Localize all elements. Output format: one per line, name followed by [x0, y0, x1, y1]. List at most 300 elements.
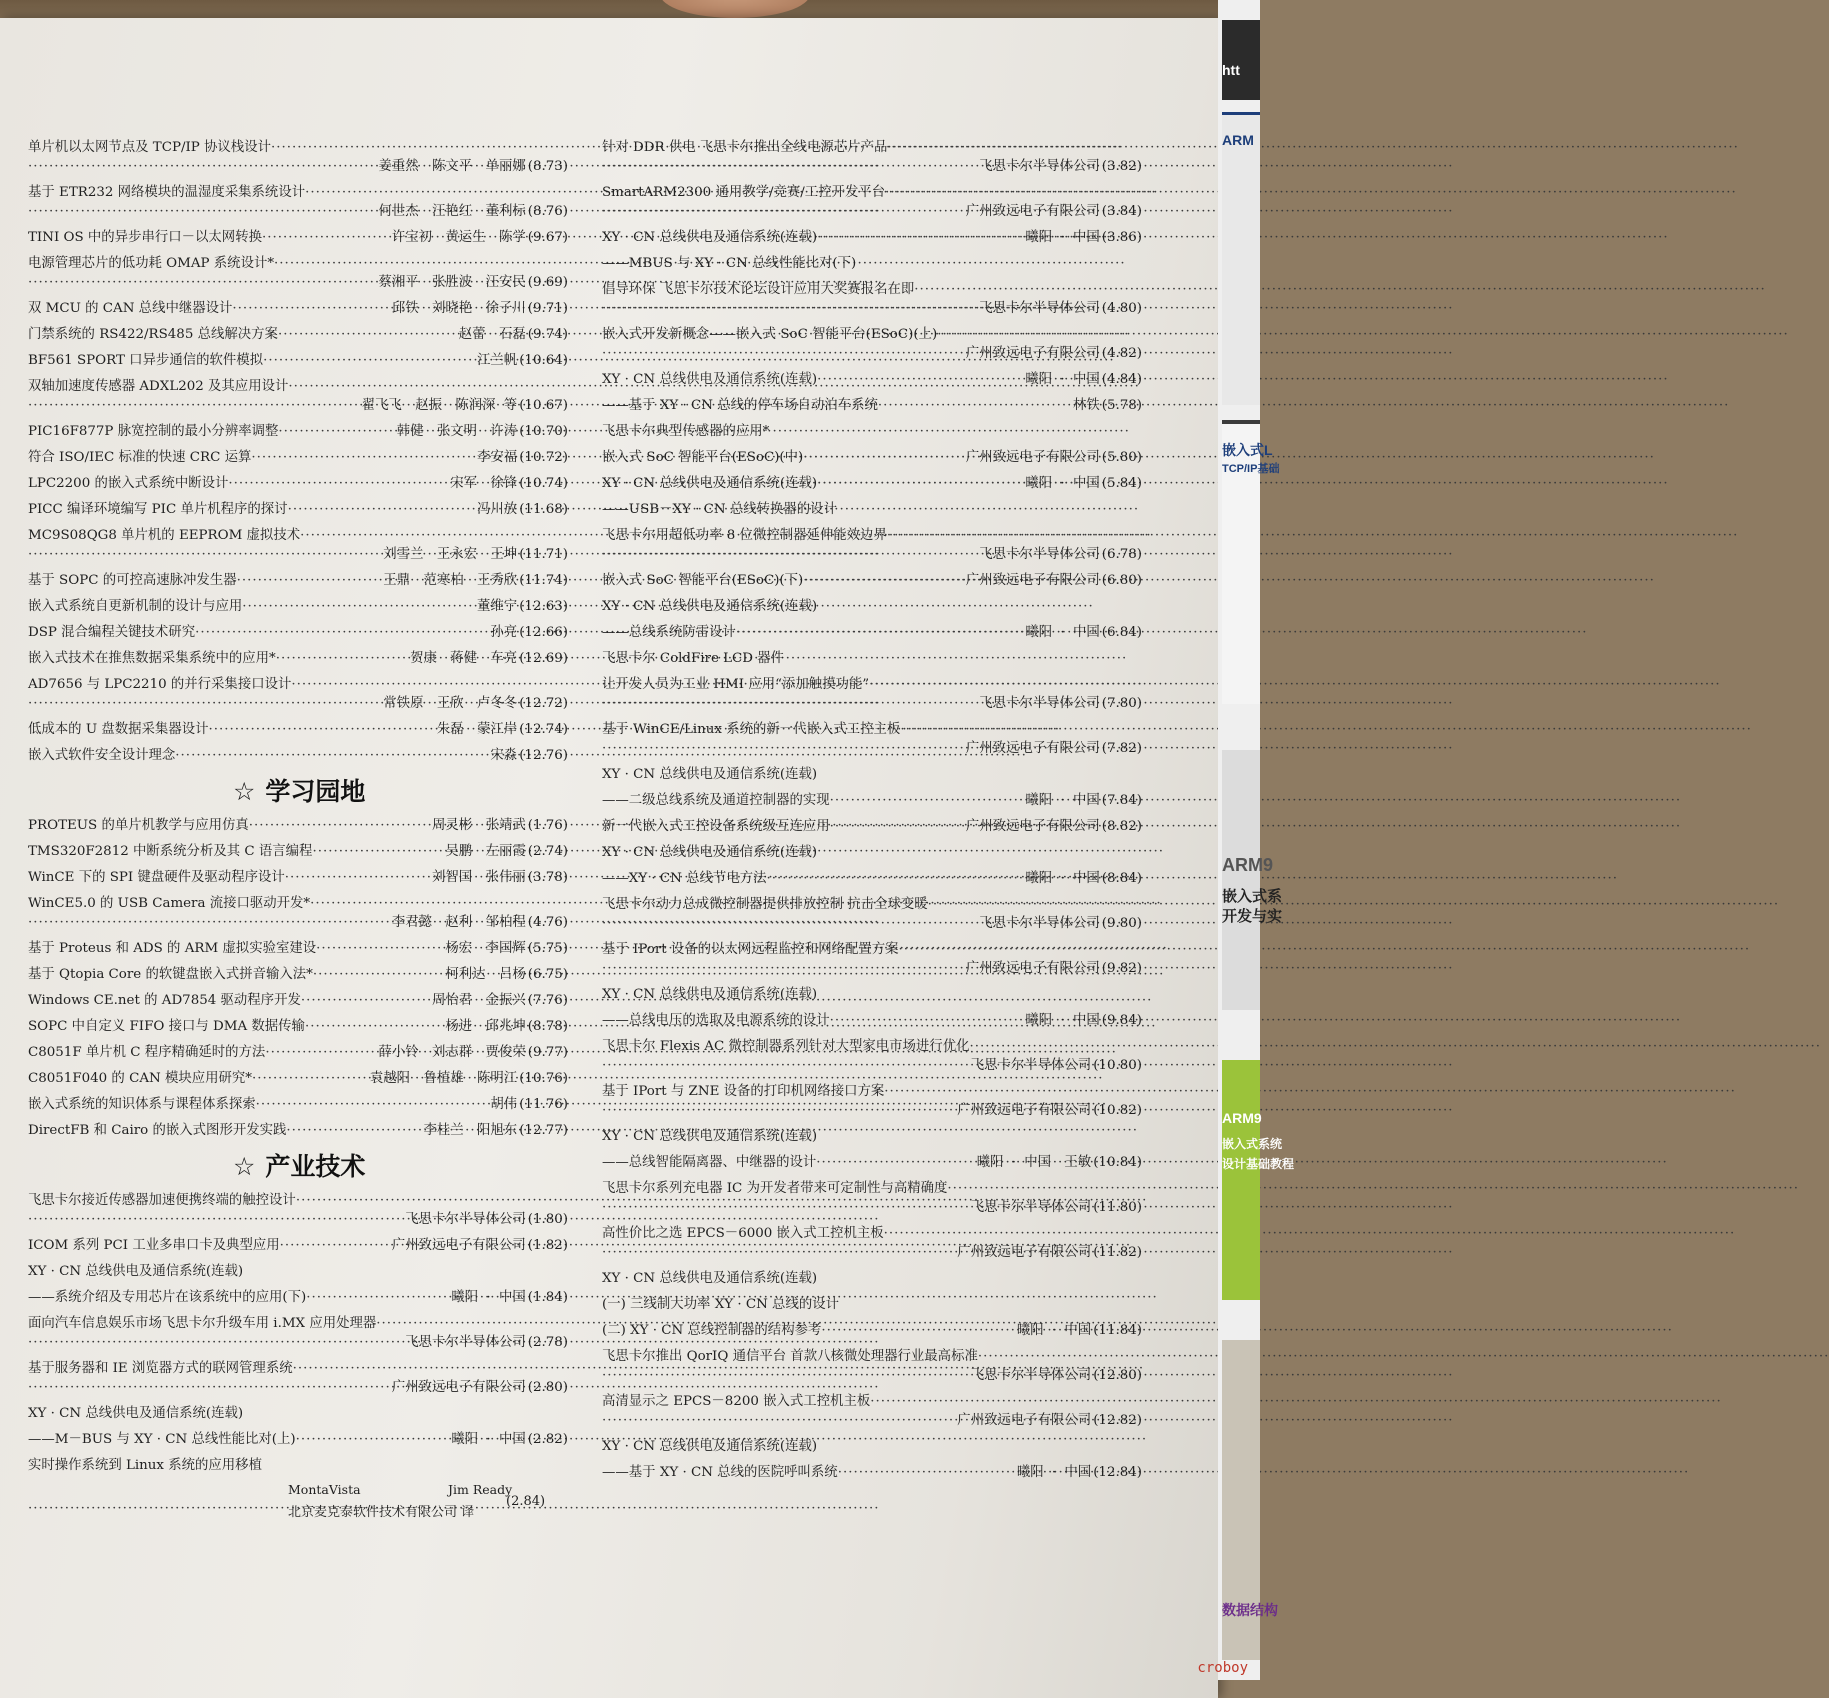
entry-author: 飞思卡尔半导体公司	[970, 1200, 1092, 1215]
entry-issue-page: (12.69)	[519, 651, 568, 666]
entry-issue-page: (12.66)	[519, 625, 568, 640]
entry-issue-page: (3.78)	[527, 870, 568, 885]
entry-title: 飞思卡尔系列充电器 IC 为开发者带来可定制性与高精确度	[602, 1181, 948, 1196]
entry-author: 刘智国 张伟丽	[432, 870, 526, 885]
entry-title: 飞思卡尔接近传感器加速便携终端的触控设计	[28, 1193, 296, 1208]
entry-author: Jim Ready	[448, 1482, 513, 1497]
dot-leader	[232, 299, 391, 318]
entry-issue-page: (3.82)	[1101, 159, 1142, 174]
entry-line	[28, 299, 568, 318]
dot-leader	[286, 1121, 423, 1140]
entry-author: 曦阳 · 中国	[1025, 793, 1100, 808]
entry-line	[28, 694, 568, 713]
entry-author: 曦阳 · 中国	[1025, 476, 1100, 491]
entry-author: 何世杰 汪艳红 董利标	[378, 204, 526, 219]
entry-issue-page: (1.84)	[527, 1290, 568, 1305]
toc-entry	[602, 1011, 1142, 1030]
entry-issue-page: (10.80)	[1093, 1058, 1142, 1073]
entry-title: LPC2200 的嵌入式系统中断设计	[28, 476, 229, 491]
entry-author: 飞思卡尔半导体公司	[970, 1058, 1092, 1073]
dot-leader	[288, 377, 568, 396]
toc-entry	[28, 254, 568, 292]
entry-issue-page: (1.76)	[527, 818, 568, 833]
toc-entry	[602, 720, 1142, 758]
toc-entry	[602, 1127, 1142, 1146]
entry-line	[602, 791, 1142, 810]
entry-line	[28, 422, 568, 441]
entry-line	[602, 843, 1142, 862]
toc-entry	[28, 1456, 568, 1475]
entry-issue-page: (5.84)	[1101, 476, 1142, 491]
book-cover-arm9	[1222, 750, 1260, 1010]
entry-line	[28, 1314, 568, 1333]
entry-line	[28, 1069, 568, 1088]
entry-issue-page: (5.80)	[1101, 450, 1142, 465]
entry-author: 孙亮	[490, 625, 518, 640]
toc-entry	[28, 571, 568, 590]
dot-leader	[316, 939, 445, 958]
dot-leader	[767, 869, 1026, 888]
toc-entry	[602, 138, 1142, 176]
entry-line	[602, 280, 1142, 299]
dot-leader	[313, 965, 446, 984]
dot-leader	[305, 183, 568, 202]
entry-line	[602, 138, 1142, 157]
dot-leader	[602, 959, 966, 978]
entry-author: 曦阳 · 中国 王敏	[976, 1155, 1092, 1170]
dot-leader	[928, 895, 1142, 914]
entry-issue-page: (7.76)	[527, 993, 568, 1008]
toc-entry	[28, 351, 568, 370]
toc-entry	[28, 1121, 568, 1140]
toc-entry	[602, 571, 1142, 590]
entry-title: XY · CN 总线供电及通信系统(连载)	[602, 230, 818, 245]
dot-leader	[736, 623, 1025, 642]
dot-leader	[884, 1224, 1142, 1243]
dot-leader	[276, 649, 410, 668]
entry-title: PICC 编译环境编写 PIC 单片机程序的探讨	[28, 502, 288, 517]
entry-line	[602, 422, 1142, 441]
dot-leader	[262, 228, 392, 247]
toc-entry	[28, 1043, 568, 1062]
entry-line	[28, 597, 568, 616]
dot-leader	[817, 370, 1025, 389]
entry-issue-page: (6.75)	[527, 967, 568, 982]
entry-issue-page: (12.82)	[1093, 1413, 1142, 1428]
dot-leader	[291, 675, 568, 694]
toc-entry	[28, 183, 568, 221]
entry-author: 飞思卡尔半导体公司	[405, 1212, 526, 1227]
entry-line	[28, 526, 568, 545]
dot-leader	[228, 474, 450, 493]
entry-author: 周怡君 金振兴	[432, 993, 526, 1008]
dot-leader	[28, 545, 383, 564]
toc-entry	[602, 1153, 1142, 1172]
toc-entry	[602, 1295, 1142, 1314]
entry-author: 翟飞飞 赵振 陈润深 等	[361, 398, 518, 413]
entry-line	[602, 1437, 1142, 1456]
toc-entry	[602, 895, 1142, 933]
dot-leader	[28, 396, 362, 415]
entry-author: 王鼎 范寒柏 王秀欣	[383, 573, 518, 588]
entry-line	[28, 746, 568, 765]
toc-entry	[28, 1262, 568, 1281]
entry-title: 飞思卡尔用超低功率 8 位微控制器延伸能效边界	[602, 528, 887, 543]
dot-leader	[296, 1191, 568, 1210]
left-column	[28, 138, 568, 1522]
entry-line	[602, 694, 1142, 713]
entry-line	[28, 1378, 568, 1397]
entry-title: TMS320F2812 中断系统分析及其 C 语言编程	[28, 844, 313, 859]
entry-line	[602, 649, 1142, 668]
dot-leader	[602, 914, 979, 933]
entry-issue-page: (12.80)	[1093, 1368, 1142, 1383]
entry-issue-page: (12.84)	[1093, 1465, 1142, 1480]
toc-entry	[602, 1037, 1142, 1075]
entry-author: MontaVista	[288, 1482, 361, 1497]
dot-leader	[803, 571, 966, 590]
entry-title: WinCE5.0 的 USB Camera 流接口驱动开发*	[28, 896, 311, 911]
entry-issue-page: (10.72)	[519, 450, 568, 465]
entry-author: 许宝初 黄运生 陈学	[391, 230, 526, 245]
entry-line	[602, 1011, 1142, 1030]
entry-issue-page: (4.80)	[1101, 301, 1142, 316]
entry-line	[28, 649, 568, 668]
entry-author: 曦阳 · 中国	[1025, 871, 1100, 886]
section-title: 产业技术	[265, 1152, 366, 1181]
entry-line	[602, 1366, 1142, 1385]
entry-title: 针对 DDR 供电 飞思卡尔推出全线电源芯片产品	[602, 140, 888, 155]
entry-issue-page: (11.74)	[519, 573, 568, 588]
entry-author: 蔡湘平 张胜波 汪安民	[378, 275, 526, 290]
entry-line	[28, 325, 568, 344]
toc-entry	[602, 280, 1142, 318]
entry-title: ——总线系统防雷设计	[602, 625, 736, 640]
toc-entry	[602, 985, 1142, 1004]
entry-author: 宋淼	[490, 748, 518, 763]
toc-entry	[602, 791, 1142, 810]
entry-title: Windows CE.net 的 AD7854 驱动程序开发	[28, 993, 301, 1008]
entry-line	[28, 273, 568, 292]
entry-line	[602, 869, 1142, 888]
toc-entry	[602, 817, 1142, 836]
entry-title: C8051F 单片机 C 程序精确延时的方法	[28, 1045, 266, 1060]
toc-entry	[28, 422, 568, 441]
entry-title: 飞思卡尔动力总成微控制器提供排放控制 抗击全球变暖	[602, 897, 928, 912]
entry-title: 让开发人员为工业 HMI 应用“添加触摸功能”	[602, 677, 870, 692]
entry-issue-page: (11.80)	[1093, 1200, 1142, 1215]
dot-leader	[376, 1314, 568, 1333]
entry-line	[28, 1121, 568, 1140]
dot-leader	[602, 344, 966, 363]
entry-title: ——二级总线系统及通道控制器的实现	[602, 793, 830, 808]
entry-line	[28, 1017, 568, 1036]
entry-title: 单片机以太网节点及 TCP/IP 协议栈设计	[28, 140, 271, 155]
entry-line	[602, 299, 1142, 318]
dot-leader	[28, 1378, 392, 1397]
entry-line	[602, 157, 1142, 176]
side-text: htt	[1222, 62, 1240, 78]
entry-title: XY · CN 总线供电及通信系统(连载)	[28, 1264, 244, 1279]
entry-issue-page: (12.77)	[519, 1123, 568, 1138]
entry-title: XY · CN 总线供电及通信系统(连载)	[602, 476, 818, 491]
entry-line	[602, 959, 1142, 978]
entry-issue-page: (7.84)	[1101, 793, 1142, 808]
entry-line	[602, 1392, 1142, 1411]
entry-title: 嵌入式技术在推焦数据采集系统中的应用*	[28, 651, 276, 666]
dot-leader	[969, 1037, 1142, 1056]
entry-issue-page: (8.82)	[1101, 819, 1142, 834]
adjacent-book-strip	[1218, 0, 1295, 1680]
toc-entry	[28, 720, 568, 739]
entry-line	[602, 1224, 1142, 1243]
right-column	[602, 138, 1142, 1489]
toc-entry	[28, 1017, 568, 1036]
dot-leader	[602, 739, 966, 758]
entry-title: 基于 SOPC 的可控高速脉冲发生器	[28, 573, 237, 588]
entry-issue-page: (2.82)	[527, 1432, 568, 1447]
entry-author: 广州致远电子有限公司	[965, 204, 1100, 219]
entry-issue-page: (11.84)	[1093, 1323, 1142, 1338]
entry-line	[28, 377, 568, 396]
star-icon: ☆	[233, 1152, 256, 1181]
entry-author: 常铁原 王欣 卢冬冬	[383, 696, 518, 711]
entry-line	[602, 739, 1142, 758]
entry-line	[28, 228, 568, 247]
entry-author: 冯川放	[477, 502, 518, 517]
toc-entry	[28, 377, 568, 415]
entry-title: 高性价比之选 EPCS－6000 嵌入式工控机主板	[602, 1226, 884, 1241]
entry-author: 袁越阳 鲁植雄 陈明江	[369, 1071, 518, 1086]
entry-line	[28, 1191, 568, 1210]
toc-entry	[28, 1482, 568, 1522]
entry-issue-page: (11.71)	[519, 547, 568, 562]
toc-entry	[602, 649, 1142, 668]
star-icon: ☆	[233, 777, 256, 806]
entry-line	[28, 1288, 568, 1307]
dot-leader	[830, 1011, 1026, 1030]
entry-line	[602, 500, 1142, 519]
dot-leader	[28, 1501, 278, 1516]
entry-line	[602, 1082, 1142, 1101]
entry-line	[28, 1456, 568, 1475]
dot-leader	[271, 138, 568, 157]
entry-author: 赵蕾 石磊	[458, 327, 526, 342]
dot-leader	[602, 202, 966, 221]
entry-line	[602, 344, 1142, 363]
dot-leader	[251, 448, 477, 467]
toc-entry	[28, 868, 568, 887]
entry-issue-page: (9.84)	[1101, 1013, 1142, 1028]
toc-entry	[28, 1069, 568, 1088]
entry-issue-page: (6.80)	[1101, 573, 1142, 588]
entry-title: 嵌入式系统自更新机制的设计与应用	[28, 599, 243, 614]
entry-title: 电源管理芯片的低功耗 OMAP 系统设计*	[28, 256, 275, 271]
toc-entry	[602, 869, 1142, 888]
dot-leader	[884, 1082, 1142, 1101]
entry-line	[28, 675, 568, 694]
dot-leader	[288, 500, 477, 519]
entry-line	[602, 895, 1142, 914]
toc-entry	[28, 623, 568, 642]
entry-title: 嵌入式 SoC 智能平台(ESoC)(下)	[602, 573, 804, 588]
entry-issue-page: (9.69)	[527, 275, 568, 290]
toc-entry	[28, 939, 568, 958]
entry-title: 实时操作系统到 Linux 系统的应用移植	[28, 1458, 262, 1473]
dot-leader	[175, 746, 490, 765]
entry-line	[28, 623, 568, 642]
dot-leader	[816, 1153, 976, 1172]
entry-author: 刘雪兰 王永宏 王坤	[383, 547, 518, 562]
toc-entry	[602, 370, 1142, 389]
dot-leader	[306, 1288, 451, 1307]
entry-line	[602, 1463, 1142, 1482]
magazine-page	[0, 18, 1218, 1698]
entry-issue-page: (10.82)	[1093, 1103, 1142, 1118]
entry-line	[28, 1404, 568, 1423]
entry-title: 高清显示之 EPCS－8200 嵌入式工控机主板	[602, 1394, 871, 1409]
entry-line	[602, 254, 1142, 273]
toc-entry	[28, 1314, 568, 1352]
entry-issue-page: (3.86)	[1101, 230, 1142, 245]
entry-title: PROTEUS 的单片机教学与应用仿真	[28, 818, 249, 833]
side-text: 嵌入式系统	[1222, 1137, 1283, 1151]
entry-line	[28, 894, 568, 913]
entry-issue-page: (8.76)	[527, 204, 568, 219]
entry-line	[28, 913, 568, 932]
entry-line	[28, 202, 568, 221]
entry-line	[602, 448, 1142, 467]
entry-line	[602, 1056, 1142, 1075]
toc-entry	[602, 1463, 1142, 1482]
entry-issue-page: (9.77)	[527, 1045, 568, 1060]
entry-author: 曦阳 · 中国	[1025, 625, 1100, 640]
entry-line	[28, 965, 568, 984]
entry-line	[28, 183, 568, 202]
dot-leader	[602, 1243, 957, 1262]
entry-line	[602, 1321, 1142, 1340]
dot-leader	[602, 694, 979, 713]
entry-title: 飞思卡尔 ColdFire LCD 器件	[602, 651, 785, 666]
entry-title: XY · CN 总线供电及通信系统(连载)	[602, 767, 818, 782]
dot-leader	[249, 816, 432, 835]
book-cover-arm	[1222, 112, 1260, 405]
entry-author: 朱磊 蒙江岸	[436, 722, 518, 737]
entry-title: XY · CN 总线供电及通信系统(连载)	[602, 599, 818, 614]
dot-leader	[28, 913, 392, 932]
entry-author: 胡伟	[490, 1097, 518, 1112]
toc-entry	[602, 1321, 1142, 1340]
dot-leader	[914, 280, 1142, 299]
entry-line	[28, 991, 568, 1010]
toc-entry	[602, 1179, 1142, 1217]
entry-title: 门禁系统的 RS422/RS485 总线解决方案	[28, 327, 278, 342]
entry-title: SmartARM2300 通用教学/竞赛/工控开发平台	[602, 185, 886, 200]
entry-title: (二) XY · CN 总线控制器的结构参考	[602, 1323, 822, 1338]
entry-title: 基于 ETR232 网络模块的温湿度采集系统设计	[28, 185, 306, 200]
entry-title: C8051F040 的 CAN 模块应用研究*	[28, 1071, 253, 1086]
entry-author: 林铁	[1072, 398, 1100, 413]
dot-leader	[878, 396, 1073, 415]
entry-line	[602, 817, 1142, 836]
entry-title: WinCE 下的 SPI 键盘硬件及驱动程序设计	[28, 870, 285, 885]
entry-issue-page: (1.82)	[527, 1238, 568, 1253]
entry-issue-page: (4.76)	[527, 915, 568, 930]
toc-entry	[28, 325, 568, 344]
entry-author: 江兰帆	[477, 353, 518, 368]
dot-leader	[887, 526, 1142, 545]
dot-leader	[28, 273, 378, 292]
entry-line	[28, 1095, 568, 1114]
dot-leader	[887, 138, 1142, 157]
entry-author: 贺康 蒋健 车亮	[410, 651, 518, 666]
entry-author: 曦阳 · 中国	[1025, 230, 1100, 245]
dot-leader	[28, 1333, 405, 1352]
entry-issue-page: (9.71)	[527, 301, 568, 316]
dot-leader	[602, 299, 979, 318]
entry-title: AD7656 与 LPC2210 的并行采集接口设计	[28, 677, 292, 692]
dot-leader	[293, 1359, 568, 1378]
entry-author: 杨宏 李国辉	[445, 941, 526, 956]
entry-title: ——基于 XY · CN 总线的停车场自动泊车系统	[602, 398, 878, 413]
toc-entry	[602, 675, 1142, 713]
entry-line	[602, 985, 1142, 1004]
entry-line	[28, 1430, 568, 1449]
toc-entry	[602, 526, 1142, 564]
entry-author: 曦阳 · 中国	[451, 1432, 526, 1447]
entry-title: 基于 Qtopia Core 的软键盘嵌入式拼音输入法*	[28, 967, 313, 982]
entry-line	[602, 183, 1142, 202]
side-text: 开发与实	[1222, 908, 1283, 925]
side-text: 设计基础教程	[1222, 1157, 1295, 1171]
entry-line	[28, 842, 568, 861]
entry-title: XY · CN 总线供电及通信系统(连载)	[602, 1271, 818, 1286]
toc-entry	[602, 325, 1142, 363]
toc-entry	[602, 448, 1142, 467]
dot-leader	[296, 1430, 452, 1449]
entry-issue-page: (5.75)	[527, 941, 568, 956]
dot-leader	[278, 422, 396, 441]
entry-line	[602, 325, 1142, 344]
entry-title: 新一代嵌入式工控设备系统级互连应用	[602, 819, 830, 834]
entry-title: ——MBUS 与 XY · CN 总线性能比对(下)	[602, 256, 857, 271]
entry-issue-page: (9.74)	[527, 327, 568, 342]
entry-title: 基于 IPort 设备的以太网远程监控和网络配置方案	[602, 942, 899, 957]
entry-line	[602, 370, 1142, 389]
dot-leader	[870, 1392, 1142, 1411]
toc-entry	[28, 1191, 568, 1229]
entry-author: 李安福	[477, 450, 518, 465]
entry-issue-page: (9.67)	[527, 230, 568, 245]
entry-title: ——系统介绍及专用芯片在该系统中的应用(下)	[28, 1290, 307, 1305]
entry-author: 姜重然 陈文平 单丽娜	[378, 159, 526, 174]
entry-issue-page: (2.80)	[527, 1380, 568, 1395]
entry-issue-page: (7.80)	[1101, 696, 1142, 711]
dot-leader	[256, 1095, 491, 1114]
dot-leader	[900, 720, 1142, 739]
entry-title: 飞思卡尔推出 QorIQ 通信平台 首款八核微处理器行业最高标准	[602, 1349, 978, 1364]
toc-entry	[28, 842, 568, 861]
entry-issue-page: (11.82)	[1093, 1245, 1142, 1260]
toc-entry	[28, 1095, 568, 1114]
entry-issue-page: (9.82)	[1101, 961, 1142, 976]
entry-line	[28, 1210, 568, 1229]
entry-author: 李桂兰 阳旭东	[423, 1123, 518, 1138]
dot-leader	[242, 597, 477, 616]
side-text: TCP/IP基础	[1222, 463, 1280, 475]
entry-line	[602, 940, 1142, 959]
entry-author: 广州致远电子有限公司	[965, 346, 1100, 361]
